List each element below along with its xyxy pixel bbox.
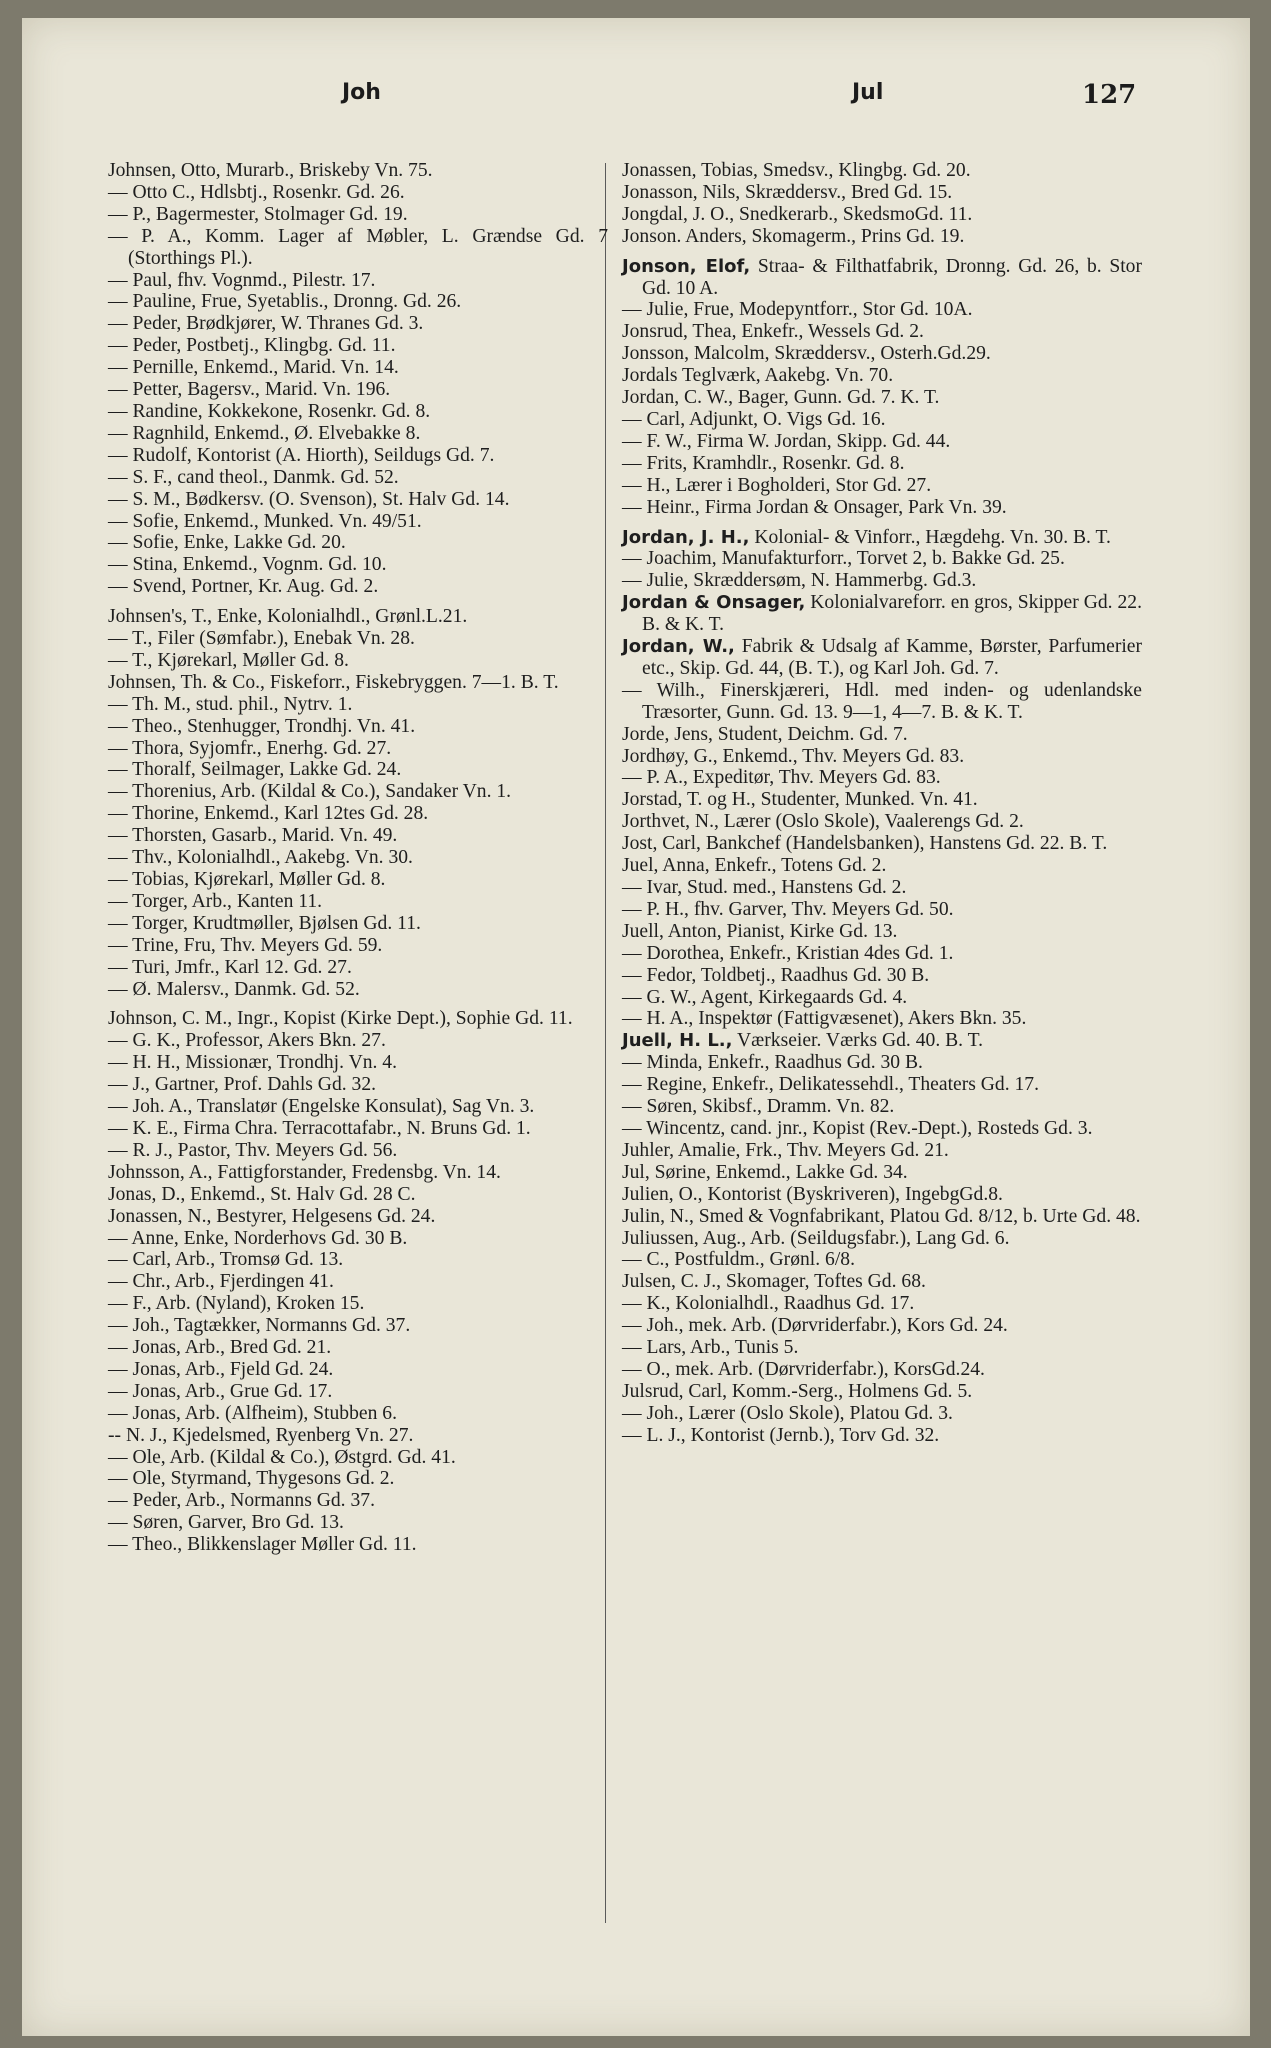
entry-text: — P., Bagermester, Stolmager Gd. 19. xyxy=(108,203,408,225)
entry-text: — Julie, Frue, Modepyntforr., Stor Gd. 10A. xyxy=(622,299,973,321)
entry-text: — Pernille, Enkemd., Marid. Vn. 14. xyxy=(108,357,399,379)
entry-text: — Thora, Syjomfr., Enerhg. Gd. 27. xyxy=(108,737,392,759)
entry-text: — R. J., Pastor, Thv. Meyers Gd. 56. xyxy=(108,1139,398,1161)
entry-text: — Jonas, Arb. (Alfheim), Stubben 6. xyxy=(108,1402,397,1424)
entry-text: Johnsson, A., Fattigforstander, Fredensbg. Vn. 14. xyxy=(108,1161,501,1183)
entry-text: Jost, Carl, Bankchef (Handelsbanken), Hanstens Gd. 22. B. T. xyxy=(622,833,1108,855)
directory-entry xyxy=(622,1228,1142,1250)
entry-text: — H. H., Missionær, Trondhj. Vn. 4. xyxy=(108,1052,398,1074)
entry-text: — Sofie, Enke, Lakke Gd. 20. xyxy=(108,532,346,554)
directory-entry xyxy=(622,1008,1142,1030)
entry-text: — S. M., Bødkersv. (O. Svenson), St. Halv Gd. 14. xyxy=(108,488,510,510)
entry-bold-name: Jordan, J. H., xyxy=(622,526,750,548)
entry-text: Juell, Anton, Pianist, Kirke Gd. 13. xyxy=(622,920,898,942)
entry-text: — G. W., Agent, Kirkegaards Gd. 4. xyxy=(622,986,908,1008)
entry-text: — G. K., Professor, Akers Bkn. 27. xyxy=(108,1030,386,1052)
directory-entry xyxy=(622,204,1142,226)
entry-text: — K., Kolonialhdl., Raadhus Gd. 17. xyxy=(622,1293,915,1315)
entry-text: — Otto C., Hdlsbtj., Rosenkr. Gd. 26. xyxy=(108,181,405,203)
entry-text: — Carl, Arb., Tromsø Gd. 13. xyxy=(108,1249,344,1271)
directory-entry xyxy=(622,497,1142,519)
page-number: 127 xyxy=(1082,80,1137,110)
entry-text: — Fedor, Toldbetj., Raadhus Gd. 30 B. xyxy=(622,964,930,986)
entry-text: — Petter, Bagersv., Marid. Vn. 196. xyxy=(108,379,391,401)
directory-entry xyxy=(108,1140,608,1162)
directory-entry xyxy=(622,160,1142,182)
entry-text: — F., Arb. (Nyland), Kroken 15. xyxy=(108,1293,365,1315)
entry-text: — Joh., Lærer (Oslo Skole), Platou Gd. 3. xyxy=(622,1402,953,1424)
header-right-keyword: Jul xyxy=(852,80,884,105)
entry-bold-name: Juell, H. L., xyxy=(622,1030,733,1052)
entry-text: Fabrik & Udsalg af Kamme, Børster, Parfumerier etc., Skip. Gd. 44, (B. T.), og Karl Joh. Gd. 7. xyxy=(642,636,1143,679)
directory-entry xyxy=(622,321,1142,343)
directory-entry xyxy=(108,1337,608,1359)
entry-text: — Pauline, Frue, Syetablis., Dronng. Gd. 26. xyxy=(108,291,462,313)
entry-text: — S. F., cand theol., Danmk. Gd. 52. xyxy=(108,466,399,488)
directory-entry xyxy=(622,877,1142,899)
entry-text: — Jonas, Arb., Bred Gd. 21. xyxy=(108,1337,332,1359)
directory-entry xyxy=(108,1359,608,1381)
entry-text: — Jonas, Arb., Grue Gd. 17. xyxy=(108,1380,333,1402)
directory-entry xyxy=(622,1359,1142,1381)
entry-text: — Sofie, Enkemd., Munked. Vn. 49/51. xyxy=(108,510,422,532)
directory-page xyxy=(22,18,1250,2036)
directory-entry xyxy=(622,680,1142,724)
directory-entry xyxy=(108,1425,608,1447)
directory-entry xyxy=(108,869,608,891)
entry-text: — Peder, Brødkjører, W. Thranes Gd. 3. xyxy=(108,313,424,335)
directory-entry xyxy=(108,1447,608,1469)
directory-entry xyxy=(108,160,608,182)
directory-entry xyxy=(108,606,608,628)
directory-entry xyxy=(622,724,1142,746)
entry-text: — Søren, Skibsf., Dramm. Vn. 82. xyxy=(622,1096,895,1118)
entry-text: — Ø. Malersv., Danmk. Gd. 52. xyxy=(108,978,360,1000)
header-left-keyword: Joh xyxy=(342,80,381,105)
directory-entry xyxy=(108,1118,608,1140)
directory-entry xyxy=(622,592,1142,636)
entry-bold-name: Jonson, Elof, xyxy=(622,255,751,277)
directory-entry xyxy=(622,1425,1142,1447)
directory-entry xyxy=(622,1140,1142,1162)
entry-text: Jonassen, Tobias, Smedsv., Klingbg. Gd. 20. xyxy=(622,160,971,181)
entry-text: Johnson, C. M., Ingr., Kopist (Kirke Dept.), Sophie Gd. 11. xyxy=(108,1008,573,1030)
entry-text: Jorstad, T. og H., Studenter, Munked. Vn. 41. xyxy=(622,789,978,811)
directory-entry xyxy=(108,759,608,781)
directory-entry xyxy=(622,811,1142,833)
entry-text: — P. H., fhv. Garver, Thv. Meyers Gd. 50. xyxy=(622,898,954,920)
entry-text: Kolonial- & Vinforr., Hægdehg. Vn. 30. B. T. xyxy=(749,526,1111,548)
directory-entry xyxy=(622,431,1142,453)
directory-entry xyxy=(108,738,608,760)
entry-text: — Thorine, Enkemd., Karl 12tes Gd. 28. xyxy=(108,803,429,825)
entry-text: — Thorenius, Arb. (Kildal & Co.), Sandaker Vn. 1. xyxy=(108,781,512,803)
entry-text: Jonson. Anders, Skomagerm., Prins Gd. 19. xyxy=(622,225,965,247)
entry-text: — J., Gartner, Prof. Dahls Gd. 32. xyxy=(108,1074,377,1096)
directory-entry xyxy=(108,1468,608,1490)
entry-text: — Thoralf, Seilmager, Lakke Gd. 24. xyxy=(108,759,402,781)
entry-text: — Chr., Arb., Fjerdingen 41. xyxy=(108,1271,334,1293)
directory-entry xyxy=(108,379,608,401)
directory-entry xyxy=(622,1403,1142,1425)
entry-text: — Ivar, Stud. med., Hanstens Gd. 2. xyxy=(622,877,907,898)
directory-entry xyxy=(108,313,608,335)
directory-entry xyxy=(622,453,1142,475)
entry-text: — Tobias, Kjørekarl, Møller Gd. 8. xyxy=(108,869,386,890)
directory-entry xyxy=(108,847,608,869)
directory-entry xyxy=(108,1030,608,1052)
entry-text: — L. J., Kontorist (Jernb.), Torv Gd. 32. xyxy=(622,1424,940,1446)
entry-text: Jordan, C. W., Bager, Gunn. Gd. 7. K. T. xyxy=(622,387,940,409)
directory-entry xyxy=(108,1315,608,1337)
directory-entry xyxy=(108,532,608,554)
entry-text: Jordals Teglværk, Aakebg. Vn. 70. xyxy=(622,365,894,387)
directory-entry xyxy=(622,1337,1142,1359)
entry-text: — O., mek. Arb. (Dørvriderfabr.), KorsGd.24. xyxy=(622,1358,985,1380)
directory-entry xyxy=(622,365,1142,387)
directory-entry xyxy=(108,335,608,357)
entry-text: Værkseier. Værks Gd. 40. B. T. xyxy=(732,1030,984,1052)
directory-entry xyxy=(622,1162,1142,1184)
directory-entry xyxy=(108,628,608,650)
entry-text: — Heinr., Firma Jordan & Onsager, Park Vn. 39. xyxy=(622,496,1007,518)
directory-entry xyxy=(622,1096,1142,1118)
entry-text: — Wilh., Finerskjæreri, Hdl. med inden- og udenlandske Træsorter, Gunn. Gd. 13. 9—1, 4—7. B. & K. T. xyxy=(622,679,1142,723)
directory-entry xyxy=(622,299,1142,321)
entry-bold-name: Jordan & Onsager, xyxy=(622,592,806,614)
directory-entry xyxy=(108,489,608,511)
directory-entry xyxy=(108,781,608,803)
directory-entry xyxy=(108,1052,608,1074)
entry-text: Jonsson, Malcolm, Skræddersv., Osterh.Gd.29. xyxy=(622,343,991,365)
entry-text: — Torger, Krudtmøller, Bjølsen Gd. 11. xyxy=(108,912,421,934)
directory-entry xyxy=(108,291,608,313)
directory-entry xyxy=(622,943,1142,965)
entry-text: Johnsen's, T., Enke, Kolonialhdl., Grønl.L.21. xyxy=(108,606,468,628)
directory-entry xyxy=(108,716,608,738)
entry-text: — Trine, Fru, Thv. Meyers Gd. 59. xyxy=(108,934,383,956)
directory-entry xyxy=(108,979,608,1001)
entry-text: — P. A., Komm. Lager af Møbler, L. Grændse Gd. 7 (Storthings Pl.). xyxy=(108,225,608,269)
directory-entry xyxy=(622,987,1142,1009)
entry-text: Jorthvet, N., Lærer (Oslo Skole), Vaalerengs Gd. 2. xyxy=(622,811,1024,833)
directory-entry xyxy=(622,1293,1142,1315)
entry-text: — Søren, Garver, Bro Gd. 13. xyxy=(108,1512,344,1534)
entry-text: Julsrud, Carl, Komm.-Serg., Holmens Gd. 5. xyxy=(622,1380,973,1402)
directory-entry xyxy=(622,1271,1142,1293)
directory-entry xyxy=(622,409,1142,431)
entry-text: — Joh. A., Translatør (Engelske Konsulat), Sag Vn. 3. xyxy=(108,1096,535,1118)
right-column xyxy=(622,160,1142,1447)
entry-text: Straa- & Filthatfabrik, Dronng. Gd. 26, b. Stor Gd. 10 A. xyxy=(642,255,1142,299)
entry-text: — Ole, Arb. (Kildal & Co.), Østgrd. Gd. 41. xyxy=(108,1446,456,1468)
directory-entry xyxy=(108,270,608,292)
entry-text: — Torger, Arb., Kanten 11. xyxy=(108,890,323,912)
entry-text: — Jonas, Arb., Fjeld Gd. 24. xyxy=(108,1358,334,1380)
entry-text: — T., Kjørekarl, Møller Gd. 8. xyxy=(108,649,349,671)
entry-text: — F. W., Firma W. Jordan, Skipp. Gd. 44. xyxy=(622,430,951,452)
entry-text: — Joachim, Manufakturforr., Torvet 2, b. Bakke Gd. 25. xyxy=(622,548,1065,570)
directory-entry xyxy=(108,891,608,913)
directory-entry xyxy=(108,650,608,672)
directory-entry xyxy=(622,527,1142,549)
directory-entry xyxy=(108,803,608,825)
entry-text: — Thv., Kolonialhdl., Aakebg. Vn. 30. xyxy=(108,847,413,869)
directory-entry xyxy=(622,1118,1142,1140)
directory-entry xyxy=(108,1381,608,1403)
directory-entry xyxy=(108,1249,608,1271)
entry-text: — Paul, fhv. Vognmd., Pilestr. 17. xyxy=(108,269,376,291)
directory-entry xyxy=(622,387,1142,409)
directory-entry xyxy=(622,855,1142,877)
directory-entry xyxy=(108,445,608,467)
entry-text: — Joh., mek. Arb. (Dørvriderfabr.), Kors Gd. 24. xyxy=(622,1315,1008,1337)
directory-entry xyxy=(622,1381,1142,1403)
directory-entry xyxy=(622,899,1142,921)
entry-text: Jonasson, Nils, Skræddersv., Bred Gd. 15. xyxy=(622,181,953,203)
entry-text: — Rudolf, Kontorist (A. Hiorth), Seildugs Gd. 7. xyxy=(108,444,495,466)
entry-text: — Lars, Arb., Tunis 5. xyxy=(622,1337,799,1359)
directory-entry xyxy=(108,694,608,716)
entry-text: — Anne, Enke, Norderhovs Gd. 30 B. xyxy=(108,1227,408,1249)
directory-entry xyxy=(108,957,608,979)
entry-text: — Svend, Portner, Kr. Aug. Gd. 2. xyxy=(108,576,379,598)
entry-text: — Joh., Tagtækker, Normanns Gd. 37. xyxy=(108,1315,411,1337)
directory-entry xyxy=(108,1162,608,1184)
directory-entry xyxy=(108,1206,608,1228)
entry-text: Johnsen, Th. & Co., Fiskeforr., Fiskebryggen. 7—1. B. T. xyxy=(108,671,559,693)
left-column xyxy=(108,160,608,1556)
directory-entry xyxy=(622,1315,1142,1337)
directory-entry xyxy=(108,1228,608,1250)
entry-text: — Wincentz, cand. jnr., Kopist (Rev.-Dept.), Rosteds Gd. 3. xyxy=(622,1117,1093,1139)
directory-entry xyxy=(622,636,1142,680)
directory-entry xyxy=(108,554,608,576)
directory-entry xyxy=(108,576,608,598)
entry-text: Juel, Anna, Enkefr., Totens Gd. 2. xyxy=(622,855,887,877)
entry-text: — Frits, Kramhdlr., Rosenkr. Gd. 8. xyxy=(622,452,905,474)
entry-text: Jordhøy, G., Enkemd., Thv. Meyers Gd. 83. xyxy=(622,745,965,767)
entry-text: Jul, Sørine, Enkemd., Lakke Gd. 34. xyxy=(622,1161,908,1183)
directory-entry xyxy=(622,1206,1142,1228)
entry-text: Jonas, D., Enkemd., St. Halv Gd. 28 C. xyxy=(108,1183,416,1205)
directory-entry xyxy=(108,1534,608,1556)
directory-entry xyxy=(108,1271,608,1293)
directory-entry xyxy=(108,1184,608,1206)
directory-entry xyxy=(622,921,1142,943)
entry-text: Jonassen, N., Bestyrer, Helgesens Gd. 24. xyxy=(108,1205,436,1227)
directory-entry xyxy=(108,825,608,847)
directory-entry xyxy=(108,226,608,270)
directory-entry xyxy=(622,746,1142,768)
directory-entry xyxy=(622,548,1142,570)
entry-text: Kolonialvareforr. en gros, Skipper Gd. 22. B. & K. T. xyxy=(642,592,1142,636)
entry-text: Johnsen, Otto, Murarb., Briskeby Vn. 75. xyxy=(108,160,433,181)
entry-text: — Julie, Skræddersøm, N. Hammerbg. Gd.3. xyxy=(622,570,977,592)
directory-entry xyxy=(108,401,608,423)
entry-bold-name: Jordan, W., xyxy=(622,636,735,658)
entry-text: — T., Filer (Sømfabr.), Enebak Vn. 28. xyxy=(108,628,415,650)
directory-entry xyxy=(622,1074,1142,1096)
directory-entry xyxy=(108,467,608,489)
directory-entry xyxy=(622,256,1142,300)
directory-entry xyxy=(622,1030,1142,1052)
entry-text: Julien, O., Kontorist (Byskriveren), IngebgGd.8. xyxy=(622,1183,1003,1205)
directory-entry xyxy=(622,833,1142,855)
directory-entry xyxy=(622,1052,1142,1074)
directory-entry xyxy=(622,182,1142,204)
entry-text: Julsen, C. J., Skomager, Toftes Gd. 68. xyxy=(622,1271,926,1293)
directory-entry xyxy=(622,767,1142,789)
entry-text: — K. E., Firma Chra. Terracottafabr., N. Bruns Gd. 1. xyxy=(108,1117,531,1139)
entry-text: — Theo., Blikkenslager Møller Gd. 11. xyxy=(108,1534,417,1556)
entry-text: — C., Postfuldm., Grønl. 6/8. xyxy=(622,1249,855,1271)
entry-text: — Ole, Styrmand, Thygesons Gd. 2. xyxy=(108,1468,395,1490)
directory-entry xyxy=(108,357,608,379)
entry-text: — Peder, Postbetj., Klingbg. Gd. 11. xyxy=(108,335,396,357)
directory-entry xyxy=(108,1512,608,1534)
page-header xyxy=(22,80,1250,120)
directory-entry xyxy=(622,965,1142,987)
directory-entry xyxy=(108,1096,608,1118)
entry-text: Jorde, Jens, Student, Deichm. Gd. 7. xyxy=(622,723,908,745)
entry-text: Jonsrud, Thea, Enkefr., Wessels Gd. 2. xyxy=(622,321,924,343)
directory-entry xyxy=(108,1490,608,1512)
entry-text: — Theo., Stenhugger, Trondhj. Vn. 41. xyxy=(108,715,416,737)
directory-entry xyxy=(108,1008,608,1030)
directory-entry xyxy=(108,204,608,226)
directory-entry xyxy=(622,570,1142,592)
entry-text: — P. A., Expeditør, Thv. Meyers Gd. 83. xyxy=(622,767,941,789)
directory-entry xyxy=(622,475,1142,497)
entry-text: Jongdal, J. O., Snedkerarb., SkedsmoGd. 11. xyxy=(622,203,973,225)
entry-text: Juliussen, Aug., Arb. (Seildugsfabr.), Lang Gd. 6. xyxy=(622,1227,1010,1249)
directory-entry xyxy=(108,511,608,533)
directory-entry xyxy=(108,913,608,935)
directory-entry xyxy=(108,1403,608,1425)
directory-entry xyxy=(108,935,608,957)
entry-text: — Thorsten, Gasarb., Marid. Vn. 49. xyxy=(108,825,398,847)
directory-entry xyxy=(622,1184,1142,1206)
entry-text: -- N. J., Kjedelsmed, Ryenberg Vn. 27. xyxy=(108,1424,414,1446)
entry-text: — Ragnhild, Enkemd., Ø. Elvebakke 8. xyxy=(108,422,421,444)
directory-entry xyxy=(108,672,608,694)
entry-text: — Carl, Adjunkt, O. Vigs Gd. 16. xyxy=(622,408,886,430)
directory-entry xyxy=(622,1249,1142,1271)
entry-text: — Randine, Kokkekone, Rosenkr. Gd. 8. xyxy=(108,400,431,422)
directory-entry xyxy=(622,343,1142,365)
entry-text: — Turi, Jmfr., Karl 12. Gd. 27. xyxy=(108,956,352,978)
directory-entry xyxy=(622,226,1142,248)
entry-text: — Peder, Arb., Normanns Gd. 37. xyxy=(108,1490,375,1512)
entry-text: — H., Lærer i Bogholderi, Stor Gd. 27. xyxy=(622,474,932,496)
entry-text: — Dorothea, Enkefr., Kristian 4des Gd. 1. xyxy=(622,942,954,964)
directory-entry xyxy=(108,423,608,445)
entry-text: — Th. M., stud. phil., Nytrv. 1. xyxy=(108,693,353,715)
entry-text: — Regine, Enkefr., Delikatessehdl., Theaters Gd. 17. xyxy=(622,1074,1039,1096)
entry-text: — Minda, Enkefr., Raadhus Gd. 30 B. xyxy=(622,1052,923,1074)
directory-entry xyxy=(108,182,608,204)
entry-text: — H. A., Inspektør (Fattigvæsenet), Akers Bkn. 35. xyxy=(622,1008,1027,1030)
entry-text: Julin, N., Smed & Vognfabrikant, Platou Gd. 8/12, b. Urte Gd. 48. xyxy=(622,1205,1141,1227)
entry-text: — Stina, Enkemd., Vognm. Gd. 10. xyxy=(108,554,387,576)
directory-entry xyxy=(108,1074,608,1096)
directory-entry xyxy=(108,1293,608,1315)
entry-text: Juhler, Amalie, Frk., Thv. Meyers Gd. 21. xyxy=(622,1139,949,1161)
directory-entry xyxy=(622,789,1142,811)
